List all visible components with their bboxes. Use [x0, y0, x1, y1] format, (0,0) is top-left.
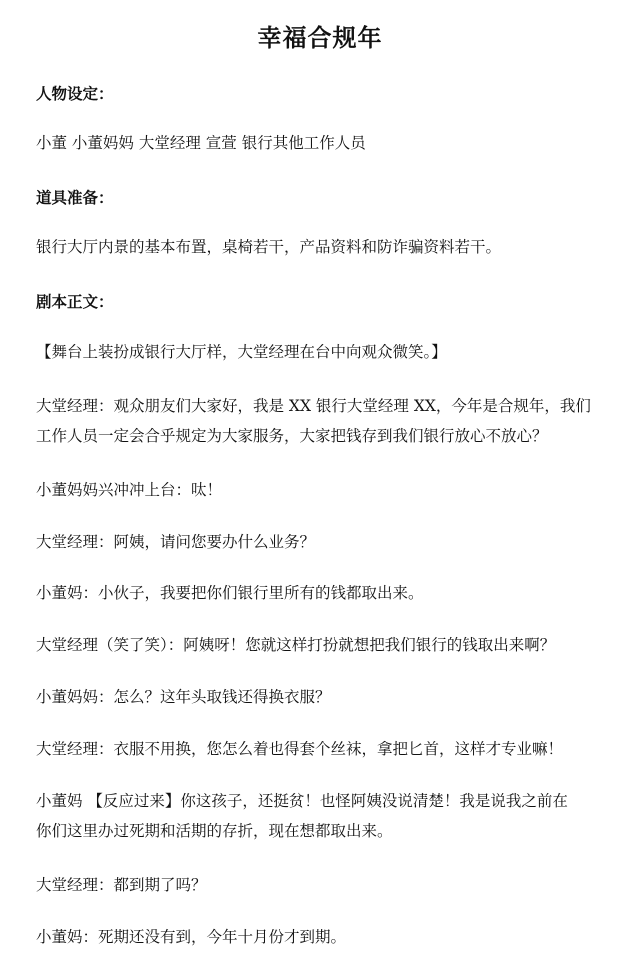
script-line: 你们这里办过死期和活期的存折，现在想都取出来。: [36, 822, 393, 840]
characters-list: 小董 小董妈妈 大堂经理 宣萱 银行其他工作人员: [36, 134, 366, 152]
script-line: 【舞台上装扮成银行大厅样，大堂经理在台中向观众微笑。】: [36, 343, 447, 361]
script-line: 小董妈妈兴冲冲上台：呔！: [36, 481, 223, 499]
characters-heading: 人物设定：: [36, 85, 114, 103]
script-line: 小董妈：小伙子，我要把你们银行里所有的钱都取出来。: [36, 584, 424, 602]
script-heading: 剧本正文：: [36, 293, 114, 311]
script-paragraph: [36, 391, 621, 451]
script-line: 小董妈 【反应过来】你这孩子，还挺贫！也怪阿姨没说清楚！我是说我之前在: [36, 792, 568, 810]
script-line: 大堂经理：衣服不用换，您怎么着也得套个丝袜，拿把匕首，这样才专业嘛！: [36, 740, 564, 758]
props-text: 银行大厅内景的基本布置，桌椅若干，产品资料和防诈骗资料若干。: [36, 238, 502, 256]
script-line: 小董妈妈：怎么？这年头取钱还得换衣服？: [36, 688, 331, 706]
script-line: 大堂经理：阿姨，请问您要办什么业务？: [36, 533, 316, 551]
script-line: 大堂经理：观众朋友们大家好，我是 XX 银行大堂经理 XX，今年是合规年，我们: [36, 397, 591, 415]
props-heading: 道具准备：: [36, 189, 114, 207]
script-line: 小董妈：死期还没有到，今年十月份才到期。: [36, 928, 347, 946]
script-paragraph: [36, 786, 621, 846]
script-line: 大堂经理：都到期了吗？: [36, 876, 207, 894]
script-line: 工作人员一定会合乎规定为大家服务，大家把钱存到我们银行放心不放心？: [36, 427, 548, 445]
script-line: 大堂经理（笑了笑）：阿姨呀！您就这样打扮就想把我们银行的钱取出来啊？: [36, 636, 556, 654]
document-title: 幸福合规年: [257, 24, 383, 52]
